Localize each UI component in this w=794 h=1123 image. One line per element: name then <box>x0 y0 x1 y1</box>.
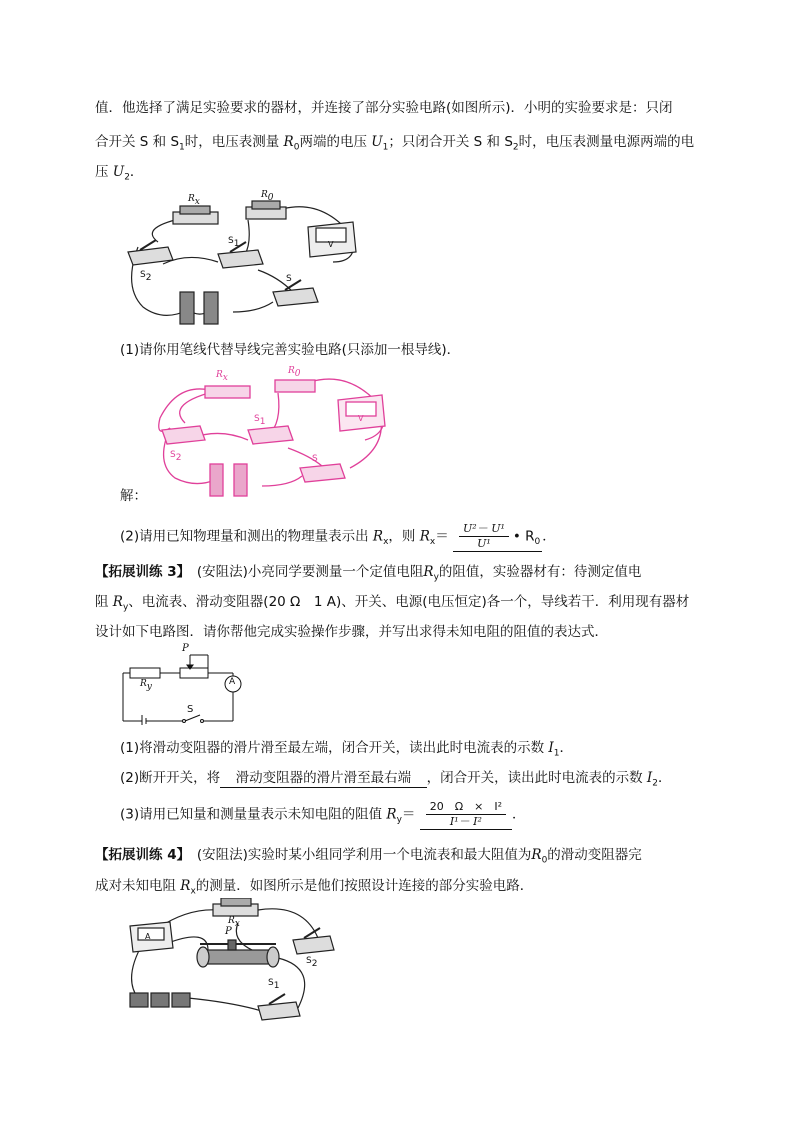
formula-ext3: $\frac{\text{20 Ω × I²}}{\text{I¹－ I²}}$ <box>420 800 512 830</box>
question-2: (2)请用已知物理量和测出的物理量表示出 $R_x$，则 $R_x=$ $\frac{\text{U²－ U¹}}{\text{U¹}}$ • $R_0$ ． <box>120 522 556 550</box>
ext3-line-3: 设计如下电路图．请你帮他完成实验操作步骤，并写出求得未知电阻的阻值的表达式． <box>95 624 608 640</box>
intro-line-3: 压 $U_2$． <box>95 164 144 183</box>
circuit-diagram-1 <box>118 192 358 332</box>
circuit-diagram-4 <box>118 898 338 1023</box>
ext4-line-2: 成对未知电阻 $R_x$的测量．如图所示是他们按照设计连接的部分实验电路． <box>95 878 534 897</box>
label-s2-4: $S_2$ <box>306 956 318 969</box>
question-1: (1)请你用笔线代替导线完善实验电路(只添加一根导线)． <box>120 342 461 358</box>
answer-label: 解： <box>120 488 147 504</box>
ext3-step-2: (2)断开开关，将 滑动变阻器的滑片滑至最右端 ，闭合开关，读出此时电流表的示数 $I_2$． <box>120 770 672 789</box>
label-s2: $S_2$ <box>140 270 152 283</box>
answer-label-s: S <box>312 454 318 464</box>
label-rx-4: $R_x$ <box>228 916 240 929</box>
intro-line-2: 合开关 S 和 $S_1$时，电压表测量 $R_0$两端的电压 $U_1$；只闭合开关 S 和 $S_2$时，电压表测量电源两端的电 <box>95 134 695 153</box>
intro-line-1: 值．他选择了满足实验要求的器材，并连接了部分实验电路(如图所示)．小明的实验要求是：只闭 <box>95 100 673 116</box>
label-ammeter-4: A <box>145 932 151 941</box>
ext3-step-3: (3)请用已知量和测量量表示未知电阻的阻值 $R_y=$ $\frac{\text{20 Ω × I²}}{\text{I¹－ I²}}$ ． <box>120 800 526 828</box>
label-p: P <box>182 643 189 654</box>
ext4-line-1: 【拓展训练 4】 (安阻法)实验时某小组同学利用一个电流表和最大阻值为$R_0$的滑动变阻器完 <box>95 847 642 866</box>
label-ammeter: A <box>229 677 236 687</box>
label-switch-s: S <box>187 704 194 715</box>
label-s1: $S_1$ <box>228 236 240 249</box>
formula-q2: $\frac{\text{U²－ U¹}}{\text{U¹}}$ • $R_0$ <box>453 522 542 552</box>
answer-label-v: V <box>358 414 364 423</box>
answer-label-r0: $R_0$ <box>288 366 301 379</box>
label-ry: $R_y$ <box>140 679 152 692</box>
label-v: V <box>328 240 334 249</box>
answer-label-s2: $S_2$ <box>170 450 182 463</box>
label-rx: $R_x$ <box>188 194 200 207</box>
ext3-line-2: 阻 $R_y$、电流表、滑动变阻器(20 Ω 1 A)、开关、电源(电压恒定)各一个，导线若干．利用现有器材 <box>95 594 690 613</box>
ext3-line-1: 【拓展训练 3】 (安阻法)小亮同学要测量一个定值电阻$R_y$的阻值，实验器材有：待测定值电 <box>95 564 642 583</box>
answer-label-s1: $S_1$ <box>254 414 266 427</box>
circuit-diagram-2-answer <box>150 368 390 498</box>
answer-label-rx: $R_x$ <box>216 370 228 383</box>
ext3-step-1: (1)将滑动变阻器的滑片滑至最左端，闭合开关，读出此时电流表的示数 $I_1$． <box>120 740 573 759</box>
label-s1-4: $S_1$ <box>268 978 280 991</box>
label-s: S <box>286 274 292 284</box>
circuit-diagram-3 <box>118 643 248 725</box>
label-p-4: P <box>225 926 232 937</box>
step2-answer: 滑动变阻器的滑片滑至最右端 <box>220 769 427 788</box>
label-r0: $R_0$ <box>261 190 274 203</box>
